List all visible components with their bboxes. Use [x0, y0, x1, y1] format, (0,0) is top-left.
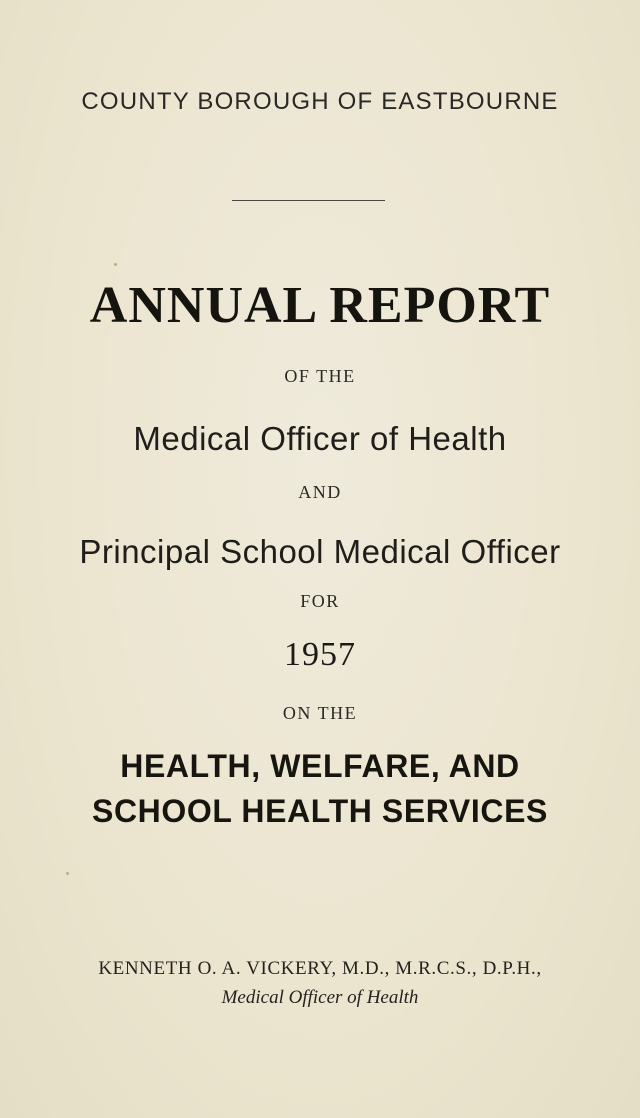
authority-heading: COUNTY BOROUGH OF EASTBOURNE	[81, 88, 559, 115]
report-year: 1957	[284, 636, 356, 673]
of-the-text: OF THE	[284, 366, 356, 386]
on-the-text: ON THE	[282, 703, 358, 723]
report-title: ANNUAL REPORT	[89, 277, 551, 334]
divider-rule	[232, 200, 385, 201]
and-text: AND	[298, 482, 342, 502]
paper-speck	[66, 872, 69, 875]
office-school-medical-officer: Principal School Medical Officer	[79, 533, 561, 570]
author-name: KENNETH O. A. VICKERY, M.D., M.R.C.S., D.P.H.,	[98, 958, 542, 979]
paper-speck	[114, 263, 117, 266]
subject-line-1: HEALTH, WELFARE, AND	[120, 748, 520, 784]
author-title: Medical Officer of Health	[221, 987, 419, 1008]
office-medical-officer: Medical Officer of Health	[133, 420, 507, 457]
for-text: FOR	[300, 591, 340, 611]
subject-line-2: SCHOOL HEALTH SERVICES	[92, 793, 548, 829]
